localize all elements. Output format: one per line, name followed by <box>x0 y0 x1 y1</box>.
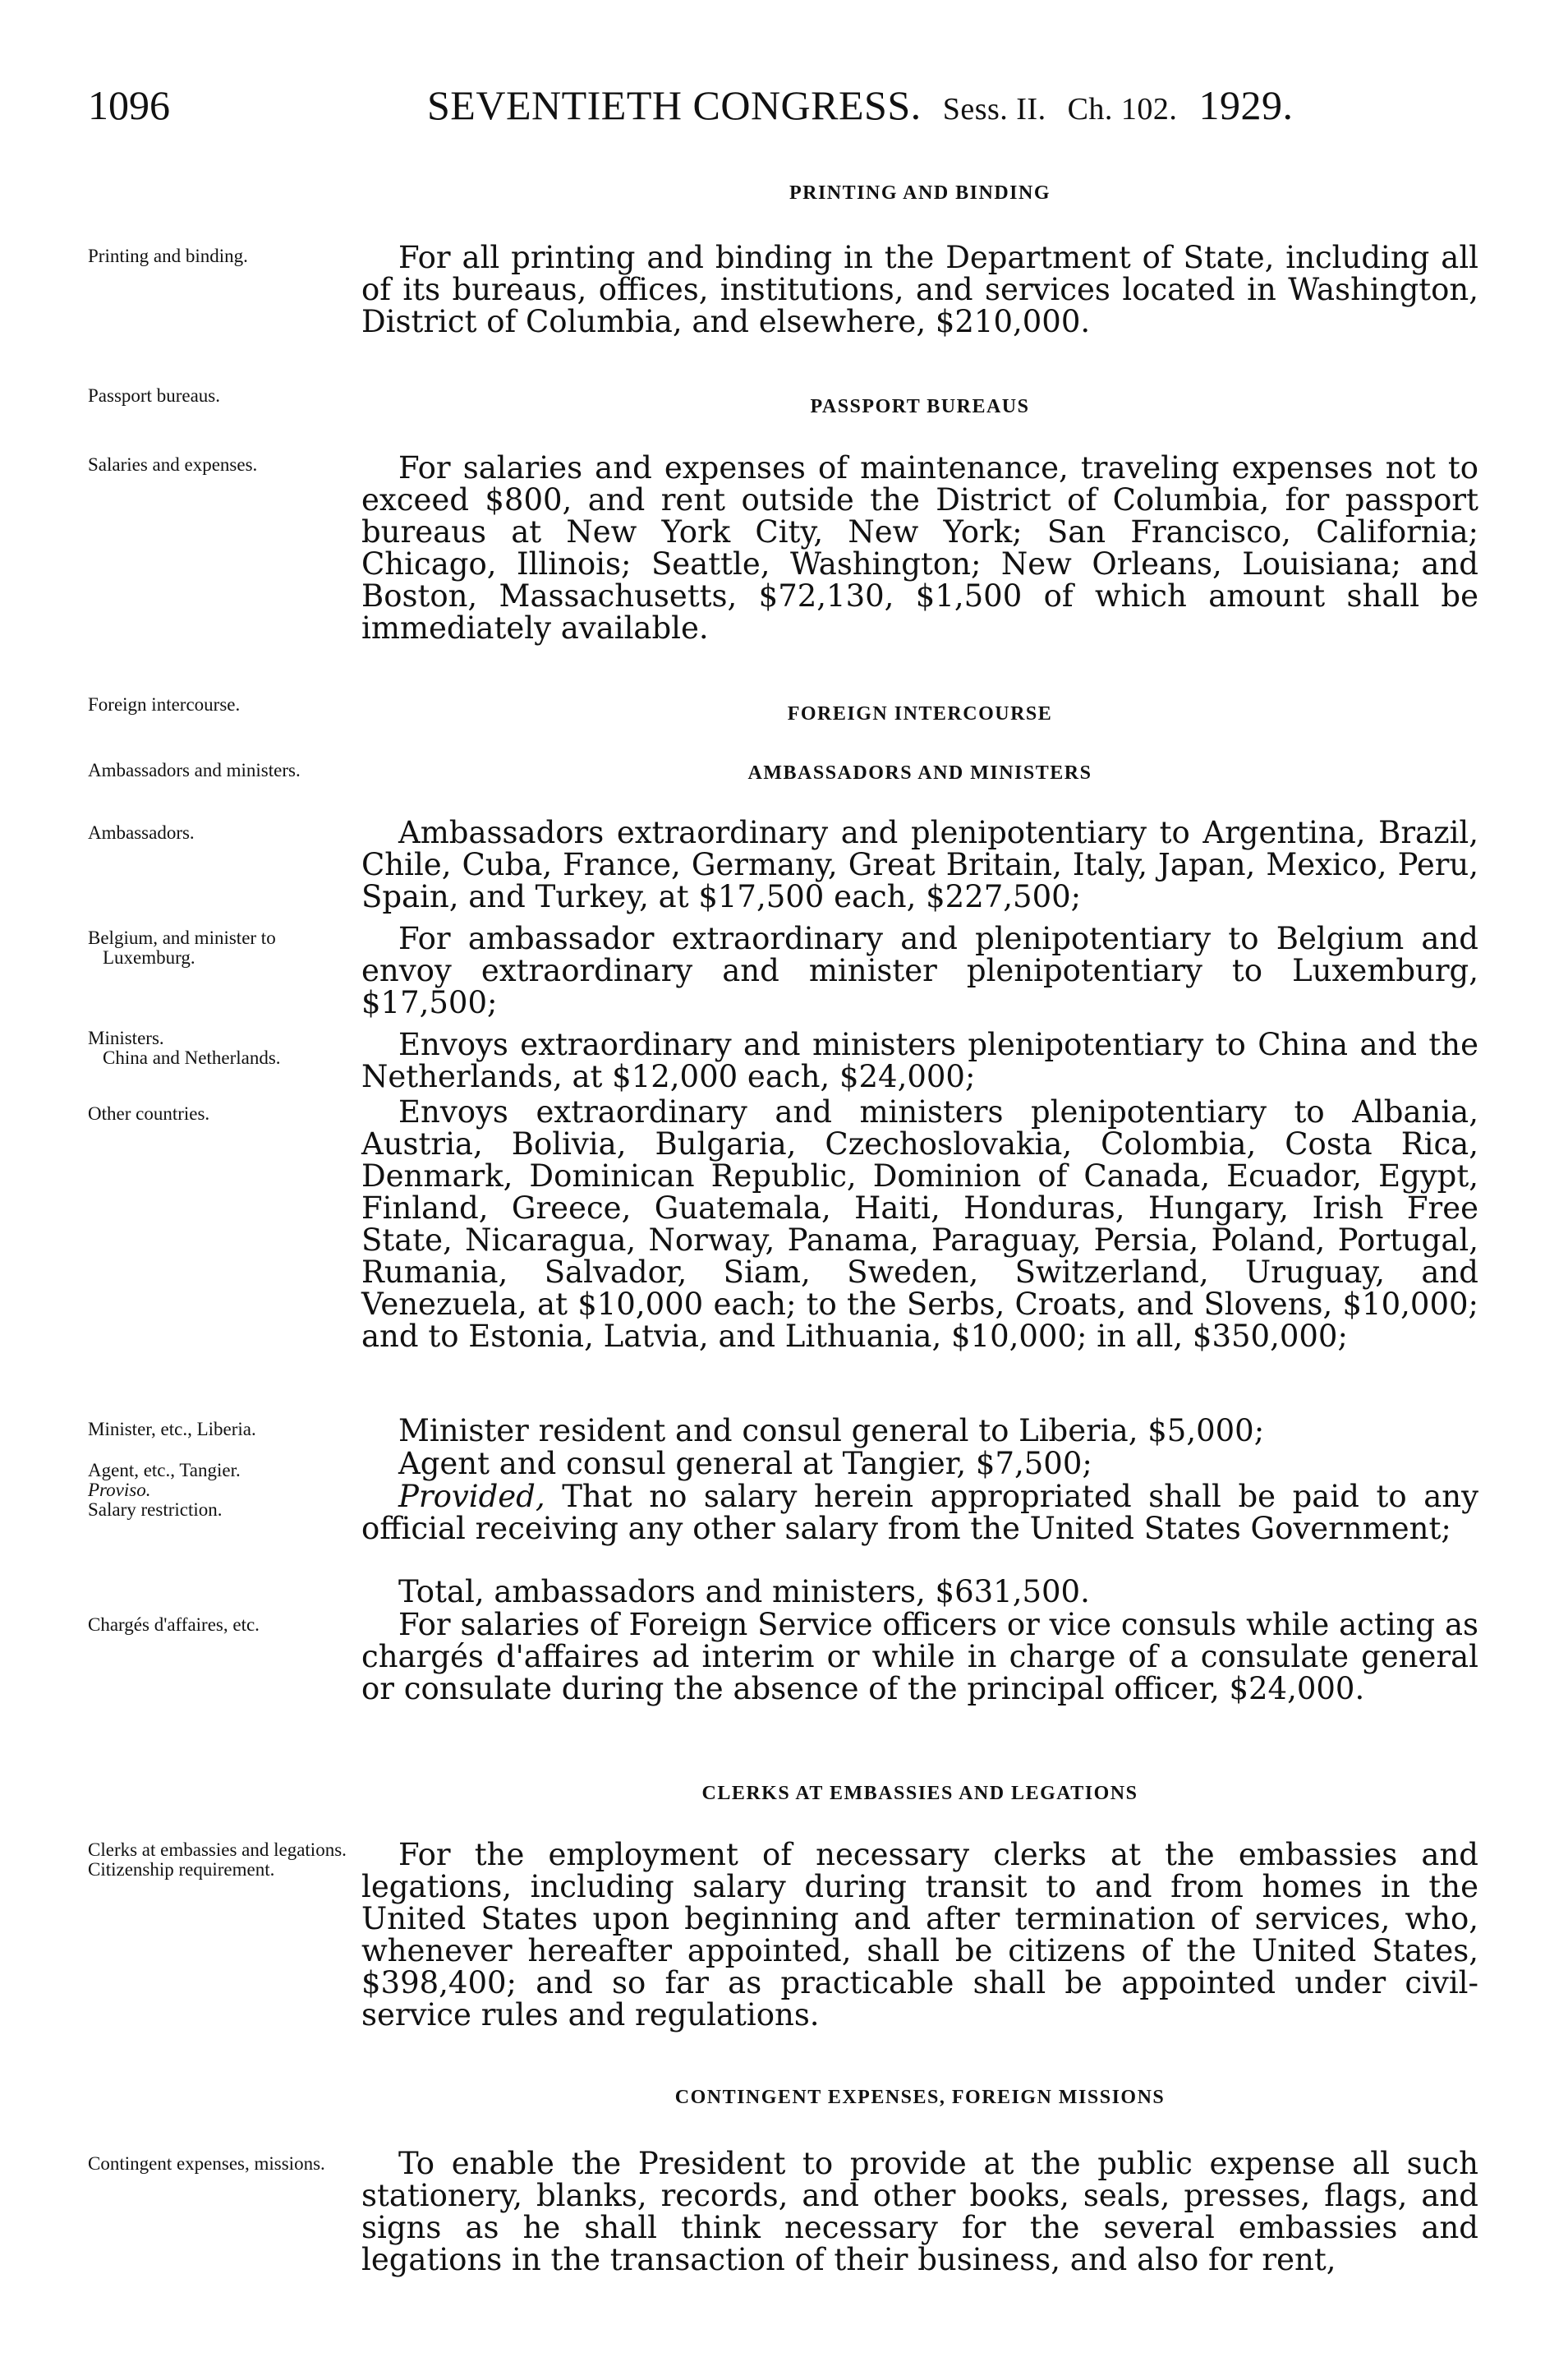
margin-amb-ministers <box>88 761 359 780</box>
margin-contingent <box>88 2154 359 2174</box>
margin-note-charges: Chargés d'affaires, etc. <box>88 1614 260 1635</box>
margin-note-citizenship: Citizenship requirement. <box>88 1859 275 1880</box>
heading-foreign: FOREIGN INTERCOURSE <box>787 703 1053 725</box>
margin-liberia <box>88 1420 359 1439</box>
margin-note-salary-restriction: Salary restriction. <box>88 1499 223 1520</box>
margin-note-clerks: Clerks at embassies and legations. <box>88 1839 347 1860</box>
heading-passport: PASSPORT BUREAUS <box>810 396 1030 417</box>
paragraph-ambassadors: Ambassadors extraordinary and plenipotentiary to Argentina, Brazil, Chile, Cuba, France, Germany, Great Britain, Italy, Japan, Mexico, Peru, Spain, and Turkey, at $17,500 each, $227,500; <box>361 815 1478 914</box>
margin-clerks <box>88 1840 359 1880</box>
paragraph-belgium: For ambassador extraordinary and plenipotentiary to Belgium and envoy extraordinary and minister plenipotentiary to Luxemburg, $17,500; <box>361 921 1478 1020</box>
margin-note-liberia: Minister, etc., Liberia. <box>88 1419 256 1439</box>
margin-note-amb-ministers: Ambassadors and ministers. <box>88 760 301 780</box>
margin-note-belgium: Belgium, and minister to Luxemburg. <box>88 928 276 968</box>
margin-note-proviso: Proviso. <box>88 1480 151 1500</box>
heading-clerks: CLERKS AT EMBASSIES AND LEGATIONS <box>701 1783 1138 1804</box>
margin-printing <box>88 246 359 266</box>
margin-other <box>88 1104 359 1124</box>
paragraph-passport: For salaries and expenses of maintenance, traveling expenses not to exceed $800, and rent outside the District of Columbia, for passport bureaus at New York City, New York; San Francisco, California; Chicago, Illinois; Seattle, Washington; New Orleans, Louisiana; and Boston, Massachusetts, $72,130, $1,500 of which amount shall be immediately available. <box>361 450 1478 646</box>
margin-ministers <box>88 1029 359 1068</box>
running-header <box>0 81 1545 130</box>
header-title <box>427 81 1293 134</box>
paragraph-charges: For salaries of Foreign Service officers or vice consuls while acting as chargés d'affaires ad interim or while in charge of a consulate general or consulate during the absence of the principal officer, $24,000. <box>361 1607 1478 1706</box>
paragraph-clerks: For the employment of necessary clerks at the embassies and legations, including salary during transit to and from homes in the United States upon beginning and after termination of services, who, whenever hereafter appointed, shall be citizens of the United States, $398,400; and so far as practicable shall be appointed under civil-service rules and regulations. <box>361 1837 1478 2032</box>
congress-title: SEVENTIETH CONGRESS. <box>427 82 922 128</box>
margin-note-salaries: Salaries and expenses. <box>88 454 258 475</box>
proviso-text: That no salary herein appropriated shall be paid to any official receiving any other salary from the United States Government; <box>361 1479 1478 1546</box>
chapter-label: Ch. 102. <box>1067 92 1178 127</box>
margin-note-printing: Printing and binding. <box>88 246 248 266</box>
paragraph-tangier: Agent and consul general at Tangier, $7,500; <box>398 1446 1092 1481</box>
margin-note-china: China and Netherlands. <box>103 1047 281 1068</box>
margin-belgium <box>88 928 359 968</box>
margin-tangier <box>88 1461 359 1520</box>
year-label: 1929. <box>1198 82 1294 128</box>
paragraph-proviso <box>361 1480 1478 1544</box>
margin-note-tangier: Agent, etc., Tangier. <box>88 1460 241 1480</box>
paragraph-total: Total, ambassadors and ministers, $631,500. <box>398 1574 1090 1609</box>
margin-charges <box>88 1615 359 1635</box>
margin-note-contingent: Contingent expenses, missions. <box>88 2153 325 2174</box>
session-label: Sess. II. <box>942 92 1046 127</box>
heading-contingent: CONTINGENT EXPENSES, FOREIGN MISSIONS <box>674 2087 1166 2108</box>
margin-note-ministers: Ministers. <box>88 1028 164 1048</box>
proviso-word: Provided, <box>398 1479 545 1514</box>
paragraph-contingent: To enable the President to provide at the public expense all such stationery, blanks, records, and other books, seals, presses, flags, and signs as he shall think necessary for the several embassies and legations in the transaction of their business, and also for rent, <box>361 2146 1478 2277</box>
paragraph-other: Envoys extraordinary and ministers plenipotentiary to Albania, Austria, Bolivia, Bulgaria, Czechoslovakia, Colombia, Costa Rica, Denmark, Dominican Republic, Dominion of Canada, Ecuador, Egypt, Finland, Greece, Guatemala, Haiti, Honduras, Hungary, Irish Free State, Nicaragua, Norway, Panama, Paraguay, Persia, Poland, Portugal, Rumania, Salvador, Siam, Sweden, Switzerland, Uruguay, and Venezuela, at $10,000 each; to the Serbs, Croats, and Slovens, $10,000; and to Estonia, Latvia, and Lithuania, $10,000; in all, $350,000; <box>361 1094 1478 1354</box>
margin-passport <box>88 386 359 406</box>
margin-foreign <box>88 695 359 715</box>
paragraph-liberia: Minister resident and consul general to Liberia, $5,000; <box>398 1413 1265 1448</box>
heading-ambassadors: AMBASSADORS AND MINISTERS <box>747 762 1092 784</box>
margin-note-ambassadors: Ambassadors. <box>88 822 195 843</box>
margin-note-other: Other countries. <box>88 1103 210 1124</box>
margin-note-foreign: Foreign intercourse. <box>88 694 241 715</box>
heading-printing: PRINTING AND BINDING <box>789 182 1051 204</box>
margin-ambassadors <box>88 823 359 843</box>
margin-salaries <box>88 455 359 475</box>
paragraph-printing: For all printing and binding in the Department of State, including all of its bureaus, offices, institutions, and services located in Washington, District of Columbia, and elsewhere, $210,000. <box>361 240 1478 339</box>
page-number: 1096 <box>88 82 170 128</box>
paragraph-china: Envoys extraordinary and ministers plenipotentiary to China and the Netherlands, at $12,000 each, $24,000; <box>361 1027 1478 1094</box>
margin-note-passport: Passport bureaus. <box>88 385 220 406</box>
